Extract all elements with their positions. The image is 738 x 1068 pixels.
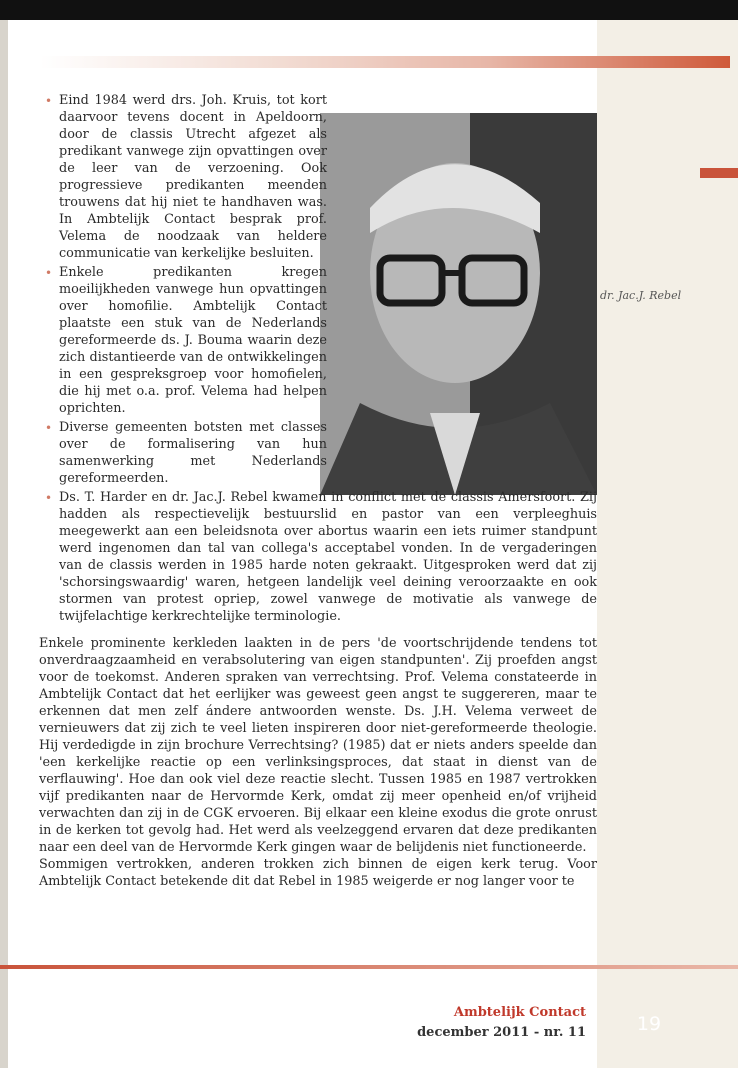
- body-paragraph: Sommigen vertrokken, anderen trokken zich binnen de eigen kerk terug. Voor Ambtelijk Contact betekende dit dat Rebel in 1985 weigerde er nog langer voor te: [39, 857, 597, 889]
- list-item: [39, 419, 327, 487]
- bullet-list: [39, 92, 597, 625]
- body-paragraph: Enkele prominente kerkleden laakten in de pers 'de voortschrijdende tendens tot onverdraagzaamheid en verabsolutering van eigen standpunten'. Zij proefden angst voor de toekomst. Anderen spraken van verrechtsing. Prof. Velema constateerde in Ambtelijk Contact dat het eerlijker was geweest geen angst te suggereren, maar te erkennen dat men zelf ándere antwoorden wenste. Ds. J.H. Velema verweet de vernieuwers dat zij zich te veel lieten inspireren door niet-gereformeerde theologie. Hij verdedigde in zijn brochure Verrechtsing? (1985) dat er niets anders speelde dan 'een kerkelijke reactie op een verlinksingsproces, dat staat in dienst van de verflauwing'. Hoe dan ook viel deze reactie slecht. Tussen 1985 en 1987 vertrokken vijf predikanten naar de Hervormde Kerk, omdat zij meer openheid en/of vrijheid verwachten dan zij in de CGK ervoeren. Bij elkaar een kleine exodus die grote onrust in de kerken tot gevolg had. Het werd als veelzeggend ervaren dat deze predikanten naar een deel van de Hervormde Kerk gingen waar de belijdenis niet functioneerde.: [39, 636, 597, 855]
- list-item: [39, 489, 597, 625]
- list-item-text: Ds. T. Harder en dr. Jac.J. Rebel kwamen in conflict met de classis Amersfoort. Zij hadden als respectievelijk bestuurslid en pastor van een verpleeghuis meegewerkt aan een beleidsnota over abortus waarin een iets ruimer standpunt werd ingenomen dan tal van collega's acceptabel vonden. In de vergaderingen van de classis werden in 1985 harde noten gekraakt. Uitgesproken werd dat zij 'schorsingswaardig' waren, hetgeen landelijk veel deining veroorzaakte en ook stormen van protest opriep, zowel vanwege de motivatie als vanwege de twijfelachtige kerkrechtelijke terminologie.: [59, 490, 597, 624]
- list-item-text: Eind 1984 werd drs. Joh. Kruis, tot kort daarvoor tevens docent in Apeldoorn, door de classis Utrecht afgezet als predikant vanwege zijn opvattingen over de leer van de verzoening. Ook progressieve predikanten meenden trouwens dat hij niet te handhaven was. In Ambtelijk Contact besprak prof. Velema de noodzaak van heldere communicatie van kerkelijke besluiten.: [59, 93, 327, 261]
- header-gradient-rule: [40, 56, 730, 68]
- page-edge: [0, 20, 8, 1068]
- list-item-text: Enkele predikanten kregen moeilijkheden vanwege hun opvattingen over homofilie. Ambtelijk Contact plaatste een stuk van de Nederlands gereformeerde ds. J. Bouma waarin deze zich distantieerde van de ontwikkelingen in een gespreksgroep voor homofielen, die hij met o.a. prof. Velema had helpen oprichten.: [59, 265, 327, 416]
- bullet-icon: •: [45, 94, 53, 108]
- magazine-title: Ambtelijk Contact: [453, 1005, 586, 1020]
- footer-rule: [0, 965, 738, 969]
- top-bar: [0, 0, 738, 20]
- list-item: [39, 264, 327, 417]
- bullet-icon: •: [45, 491, 53, 505]
- side-tab-marker: [700, 168, 738, 178]
- bullet-icon: •: [45, 266, 53, 280]
- article-body: [39, 92, 597, 890]
- list-item: [39, 92, 327, 262]
- issue-label: december 2011 - nr. 11: [417, 1025, 586, 1040]
- page-number: 19: [636, 1013, 662, 1035]
- list-item-text: Diverse gemeenten botsten met classes over de formalisering van hun samenwerking met Nederlands gereformeerden.: [59, 420, 327, 486]
- photo-caption: dr. Jac.J. Rebel: [600, 289, 682, 302]
- bullet-icon: •: [45, 421, 53, 435]
